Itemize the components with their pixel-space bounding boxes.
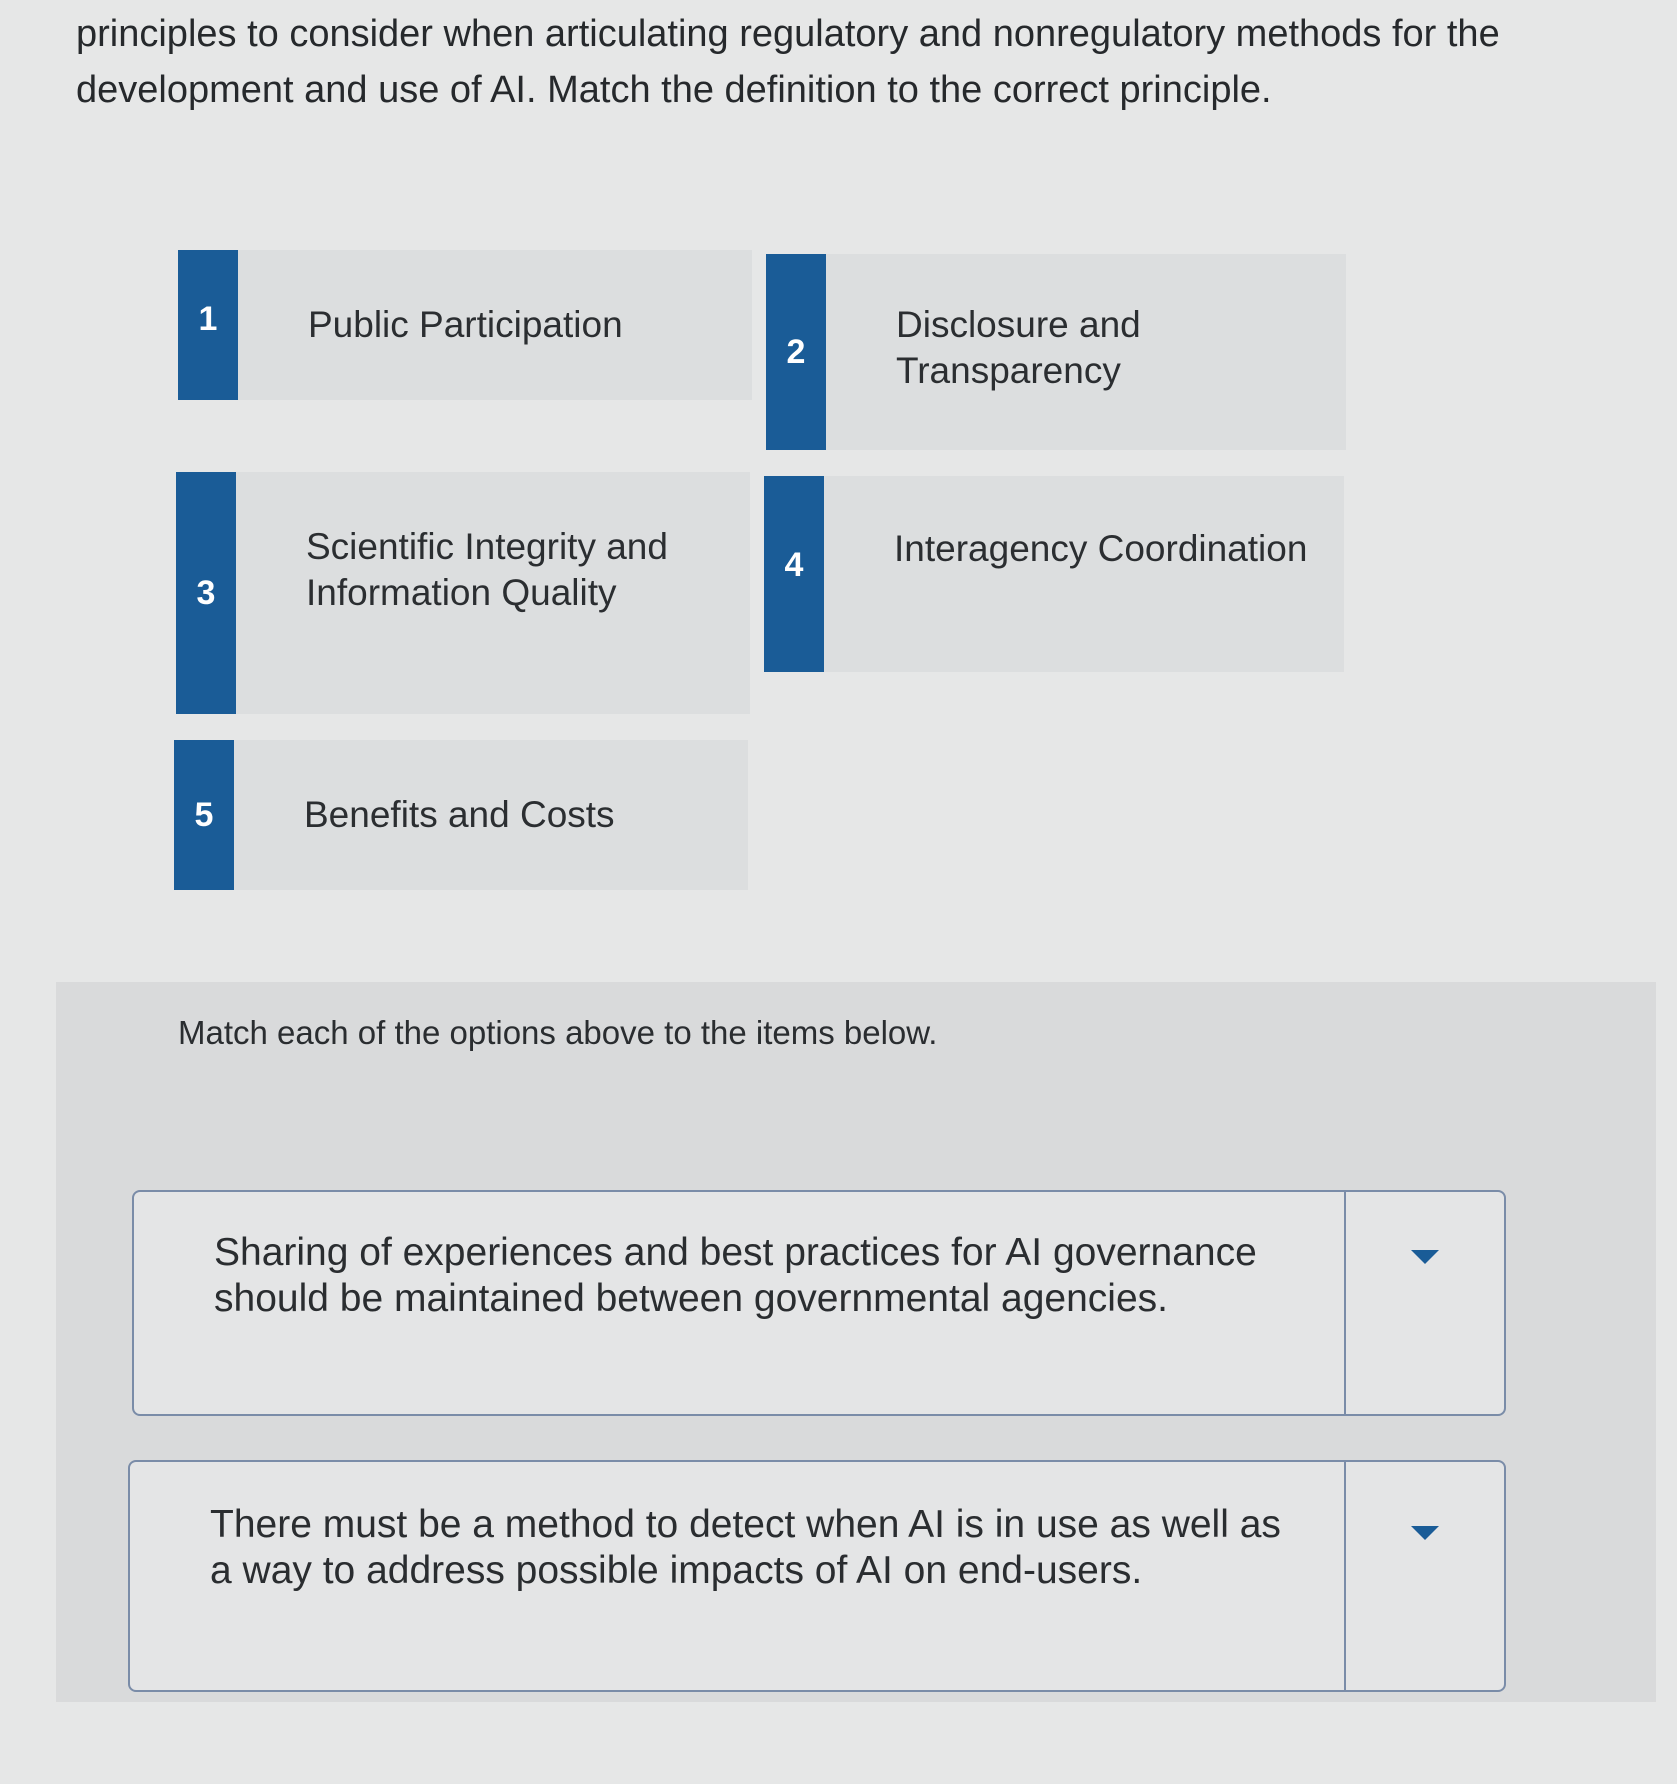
option-number-badge: 2 xyxy=(766,254,826,450)
option-label: Disclosure and Transparency xyxy=(896,304,1141,391)
match-item-2 xyxy=(128,1460,1506,1692)
option-card-4[interactable] xyxy=(764,476,1344,672)
match-item-text: Sharing of experiences and best practices for AI governance should be maintained between governmental agencies. xyxy=(214,1231,1257,1320)
match-item-1 xyxy=(132,1190,1506,1416)
match-dropdown-1[interactable] xyxy=(1344,1192,1504,1414)
option-card-1[interactable] xyxy=(178,250,752,400)
option-label: Benefits and Costs xyxy=(304,794,615,835)
question-intro: principles to consider when articulating regulatory and nonregulatory methods for the development and use of AI. Match the definition to the correct principle. xyxy=(76,13,1500,111)
match-item-text: There must be a method to detect when AI is in use as well as a way to address possible impacts of AI on end-users. xyxy=(210,1503,1281,1592)
match-dropdown-2[interactable] xyxy=(1344,1462,1504,1690)
caret-down-icon xyxy=(1411,1250,1439,1264)
option-number-badge: 5 xyxy=(174,740,234,890)
option-number-badge: 3 xyxy=(176,472,236,714)
option-label: Scientific Integrity and Information Quality xyxy=(306,526,668,613)
option-card-5[interactable] xyxy=(174,740,748,890)
option-label: Interagency Coordination xyxy=(894,528,1308,569)
option-card-3[interactable] xyxy=(176,472,750,714)
caret-down-icon xyxy=(1411,1526,1439,1540)
matching-prompt: Match each of the options above to the items below. xyxy=(178,1014,938,1051)
option-number-badge: 1 xyxy=(178,250,238,400)
option-label: Public Participation xyxy=(308,304,623,345)
option-card-2[interactable] xyxy=(766,254,1346,450)
option-number-badge: 4 xyxy=(764,476,824,672)
